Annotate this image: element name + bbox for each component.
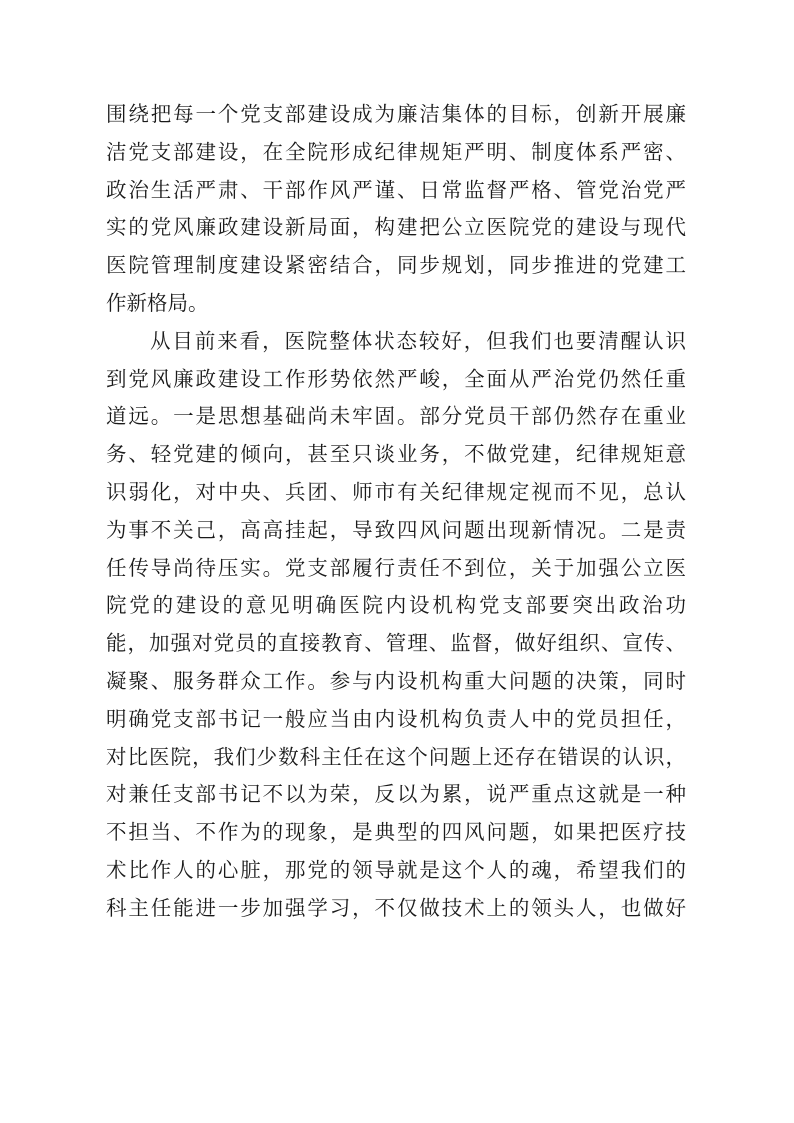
text-line: 洁党支部建设，在全院形成纪律规矩严明、制度体系严密、 bbox=[106, 139, 686, 164]
text-line: 务、轻党建的倾向，甚至只谈业务，不做党建，纪律规矩意 bbox=[106, 442, 686, 467]
text-line: 任传导尚待压实。党支部履行责任不到位，关于加强公立医 bbox=[106, 555, 686, 580]
paragraph-2 bbox=[106, 323, 686, 928]
text-line: 为事不关己，高高挂起，导致四风问题出现新情况。二是责 bbox=[106, 517, 686, 542]
text-line: 科主任能进一步加强学习，不仅做技术上的领头人，也做好 bbox=[106, 895, 686, 920]
text-line: 围绕把每一个党支部建设成为廉洁集体的目标，创新开展廉 bbox=[106, 102, 686, 126]
text-line: 院党的建设的意见明确医院内设机构党支部要突出政治功 bbox=[106, 593, 686, 618]
text-line: 到党风廉政建设工作形势依然严峻，全面从严治党仍然任重 bbox=[106, 366, 686, 391]
text-line: 对比医院，我们少数科主任在这个问题上还存在错误的认识， bbox=[106, 744, 686, 769]
body-text bbox=[106, 96, 686, 928]
text-line: 术比作人的心脏，那党的领导就是这个人的魂，希望我们的 bbox=[106, 857, 686, 882]
text-line: 实的党风廉政建设新局面，构建把公立医院党的建设与现代 bbox=[106, 215, 686, 240]
text-line: 不担当、不作为的现象，是典型的四风问题，如果把医疗技 bbox=[106, 820, 686, 845]
text-line: 凝聚、服务群众工作。参与内设机构重大问题的决策，同时 bbox=[106, 668, 686, 693]
paragraph-1 bbox=[106, 96, 686, 323]
text-line: 从目前来看，医院整体状态较好，但我们也要清醒认识 bbox=[150, 328, 686, 353]
text-line: 对兼任支部书记不以为荣，反以为累，说严重点这就是一种 bbox=[106, 782, 686, 807]
text-line: 识弱化，对中央、兵团、师市有关纪律规定视而不见，总认 bbox=[106, 479, 686, 504]
text-line: 政治生活严肃、干部作风严谨、日常监督严格、管党治党严 bbox=[106, 177, 686, 202]
text-line: 医院管理制度建设紧密结合，同步规划，同步推进的党建工 bbox=[106, 253, 686, 278]
text-line: 作新格局。 bbox=[106, 290, 209, 315]
text-line: 能，加强对党员的直接教育、管理、监督，做好组织、宣传、 bbox=[106, 631, 686, 656]
text-line: 明确党支部书记一般应当由内设机构负责人中的党员担任， bbox=[106, 706, 686, 731]
text-line: 道远。一是思想基础尚未牢固。部分党员干部仍然存在重业 bbox=[106, 404, 686, 429]
